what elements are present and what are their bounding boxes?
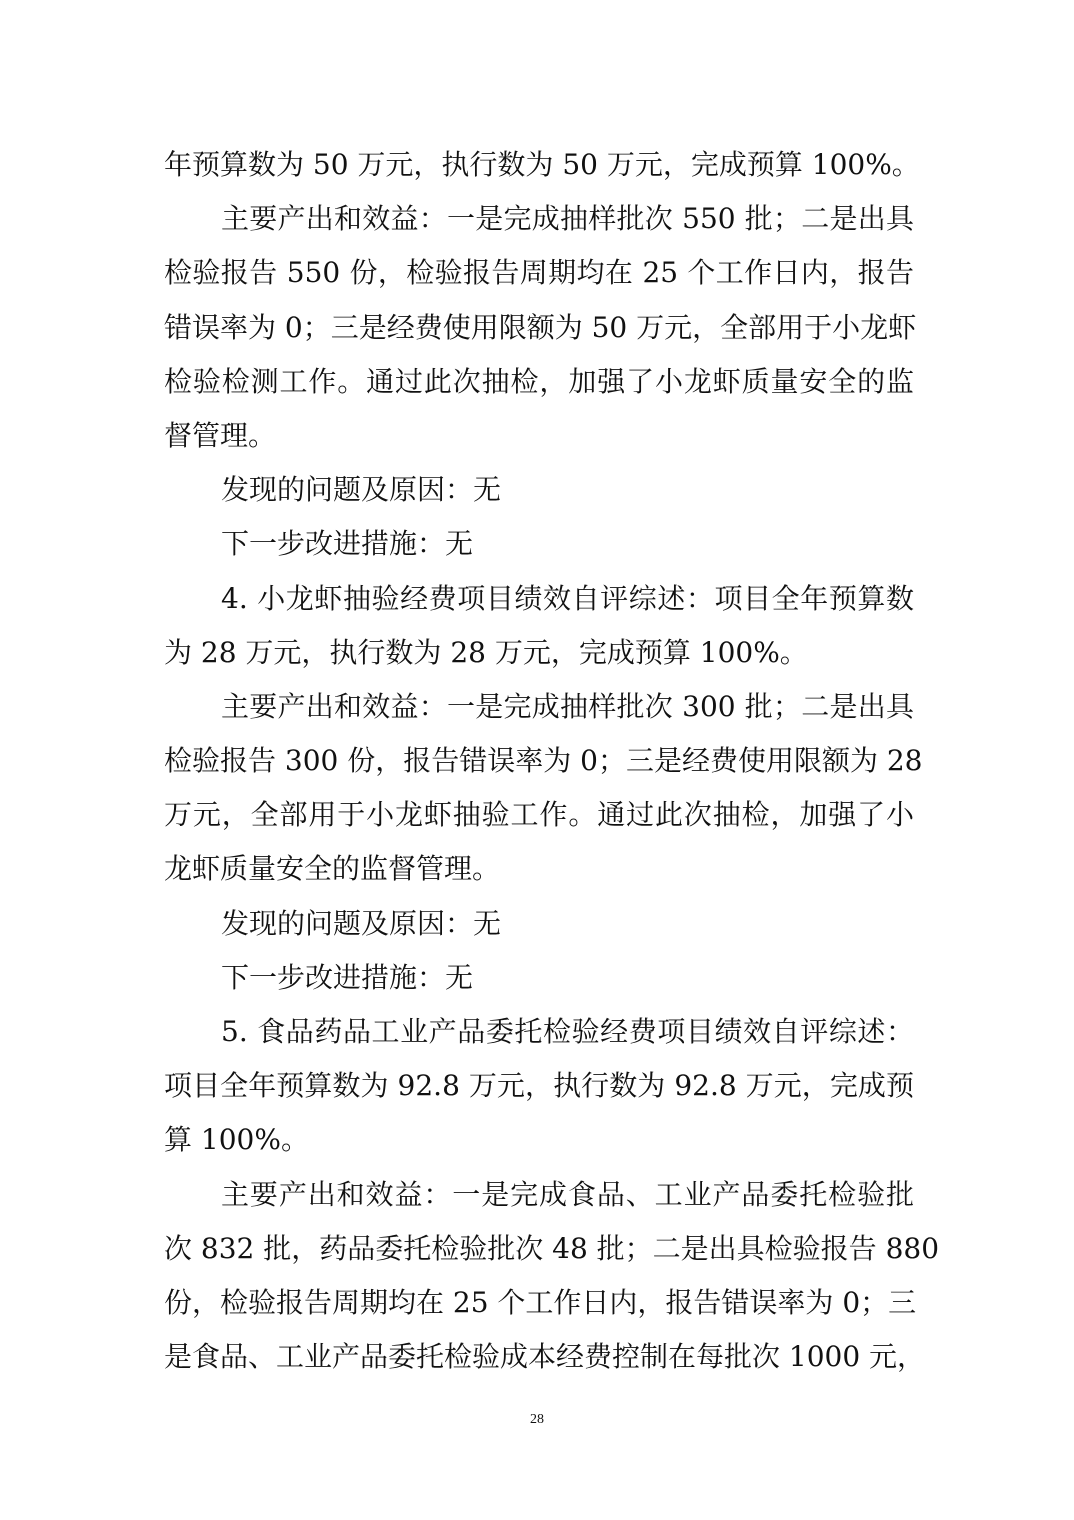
text-line: 错误率为 0；三是经费使用限额为 50 万元，全部用于小龙虾 bbox=[164, 310, 917, 344]
section-heading-line: 4. 小龙虾抽验经费项目绩效自评综述：项目全年预算数 bbox=[221, 581, 914, 615]
text-line: 为 28 万元，执行数为 28 万元，完成预算 100%。 bbox=[164, 635, 808, 669]
text-line: 检验报告 550 份，检验报告周期均在 25 个工作日内，报告 bbox=[164, 256, 914, 290]
text-line: 次 832 批，药品委托检验批次 48 批；二是出具检验报告 880 bbox=[164, 1231, 940, 1265]
text-line: 项目全年预算数为 92.8 万元，执行数为 92.8 万元，完成预 bbox=[164, 1069, 914, 1103]
text-line: 发现的问题及原因：无 bbox=[221, 473, 502, 507]
text-line: 发现的问题及原因：无 bbox=[221, 906, 502, 940]
text-line: 主要产出和效益：一是完成抽样批次 550 批；二是出具 bbox=[221, 202, 914, 236]
text-line: 检验检测工作。通过此次抽检，加强了小龙虾质量安全的监 bbox=[164, 364, 914, 398]
text-line: 下一步改进措施：无 bbox=[221, 960, 474, 994]
text-line: 下一步改进措施：无 bbox=[221, 527, 474, 561]
text-line: 是食品、工业产品委托检验成本经费控制在每批次 1000 元， bbox=[164, 1340, 926, 1374]
text-line: 万元，全部用于小龙虾抽验工作。通过此次抽检，加强了小 bbox=[164, 798, 914, 832]
text-line: 龙虾质量安全的监督管理。 bbox=[164, 852, 501, 886]
text-line: 份，检验报告周期均在 25 个工作日内，报告错误率为 0；三 bbox=[164, 1285, 917, 1319]
text-line: 主要产出和效益：一是完成抽样批次 300 批；二是出具 bbox=[221, 689, 914, 723]
body-text bbox=[164, 138, 940, 1384]
page-number: 28 bbox=[530, 1412, 544, 1427]
text-line: 主要产出和效益：一是完成食品、工业产品委托检验批 bbox=[221, 1177, 914, 1211]
text-line: 督管理。 bbox=[164, 418, 277, 452]
text-line: 算 100%。 bbox=[164, 1123, 309, 1157]
section-heading-line: 5. 食品药品工业产品委托检验经费项目绩效自评综述： bbox=[221, 1015, 914, 1048]
text-line: 年预算数为 50 万元，执行数为 50 万元，完成预算 100%。 bbox=[164, 148, 920, 181]
text-line: 检验报告 300 份，报告错误率为 0；三是经费使用限额为 28 bbox=[164, 744, 923, 778]
